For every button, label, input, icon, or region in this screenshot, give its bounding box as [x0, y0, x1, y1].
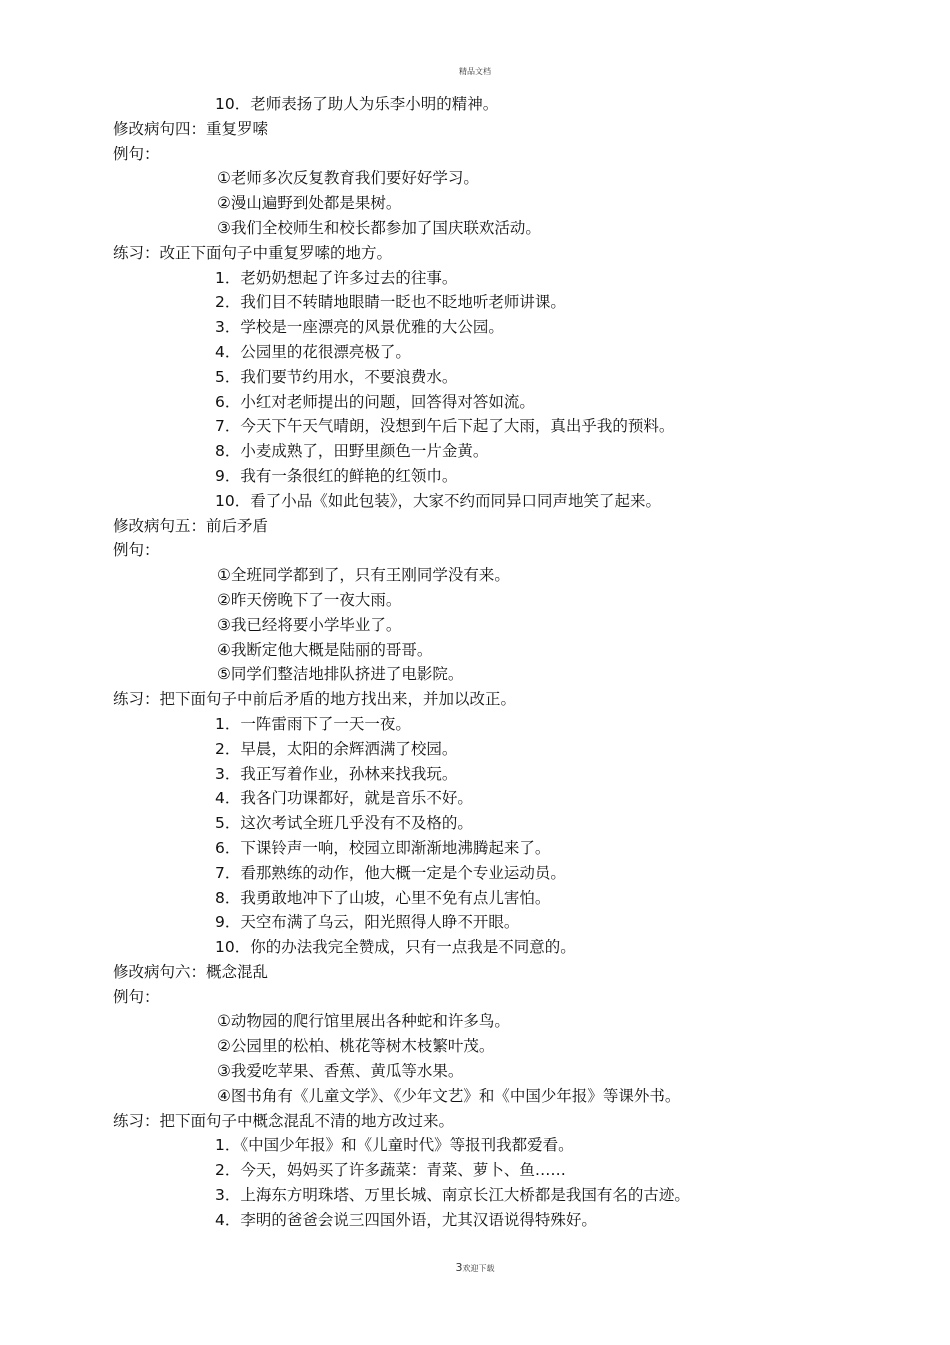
- page-footer: [0, 1261, 950, 1274]
- section-line: 例句：: [113, 144, 160, 163]
- page-number: 3: [455, 1261, 463, 1274]
- exercise-item: 9．我有一条很红的鲜艳的红领巾。: [215, 466, 458, 485]
- exercise-item: 3．我正写着作业，孙林来找我玩。: [215, 764, 458, 783]
- exercise-item: 2．今天，妈妈买了许多蔬菜：青菜、萝卜、鱼……: [215, 1161, 566, 1180]
- exercise-item: 9．天空布满了乌云，阳光照得人睁不开眼。: [215, 913, 520, 932]
- exercise-item: 7．今天下午天气晴朗，没想到午后下起了大雨，真出乎我的预料。: [215, 417, 675, 436]
- exercise-item: 6．下课铃声一响，校园立即渐渐地沸腾起来了。: [215, 838, 551, 857]
- exercise-item: 7．看那熟练的动作，他大概一定是个专业运动员。: [215, 863, 566, 882]
- example-item: ②昨天傍晚下了一夜大雨。: [217, 590, 402, 609]
- document-body: [0, 92, 950, 1233]
- exercise-item: 3．学校是一座漂亮的风景优雅的大公园。: [215, 318, 504, 337]
- section-line: 修改病句五：前后矛盾: [113, 516, 269, 535]
- section-line: 例句：: [113, 541, 160, 560]
- exercise-item: 8．我勇敢地冲下了山坡，心里不免有点儿害怕。: [215, 888, 551, 907]
- example-item: ③我们全校师生和校长都参加了国庆联欢活动。: [217, 218, 541, 237]
- exercise-item: 10．看了小品《如此包装》，大家不约而同异口同声地笑了起来。: [215, 491, 661, 510]
- section-line: 修改病句四：重复罗嗦: [113, 119, 269, 138]
- exercise-item: 4．我各门功课都好，就是音乐不好。: [215, 789, 473, 808]
- example-item: ①老师多次反复教育我们要好好学习。: [217, 169, 479, 188]
- example-item: ①全班同学都到了，只有王刚同学没有来。: [217, 566, 510, 585]
- example-item: ③我已经将要小学毕业了。: [217, 615, 402, 634]
- example-item: ②公园里的松柏、桃花等树木枝繁叶茂。: [217, 1037, 495, 1056]
- page-header: 精品文档: [459, 67, 491, 76]
- exercise-item: 8．小麦成熟了，田野里颜色一片金黄。: [215, 442, 489, 461]
- exercise-item: 2．我们目不转睛地眼睛一眨也不眨地听老师讲课。: [215, 293, 566, 312]
- exercise-item: 5．我们要节约用水，不要浪费水。: [215, 367, 458, 386]
- exercise-item: 2．早晨，太阳的余辉洒满了校园。: [215, 739, 458, 758]
- example-item: ①动物园的爬行馆里展出各种蛇和许多鸟。: [217, 1012, 510, 1031]
- exercise-item: 1．一阵雷雨下了一天一夜。: [215, 714, 411, 733]
- section-line: 练习：改正下面句子中重复罗嗦的地方。: [113, 243, 393, 262]
- exercise-item: 4．公园里的花很漂亮极了。: [215, 342, 411, 361]
- section-line: 练习：把下面句子中概念混乱不清的地方改过来。: [113, 1111, 455, 1130]
- exercise-item: 1．老奶奶想起了许多过去的往事。: [215, 268, 458, 287]
- example-item: ④图书角有《儿童文学》、《少年文艺》和《中国少年报》等课外书。: [217, 1086, 681, 1105]
- exercise-item: 4．李明的爸爸会说三四国外语，尤其汉语说得特殊好。: [215, 1210, 597, 1229]
- section-line: 例句：: [113, 987, 160, 1006]
- example-item: ②漫山遍野到处都是果树。: [217, 194, 402, 213]
- exercise-item: 5．这次考试全班几乎没有不及格的。: [215, 814, 473, 833]
- exercise-item: 3．上海东方明珠塔、万里长城、南京长江大桥都是我国有名的古迹。: [215, 1186, 690, 1205]
- example-item: ③我爱吃苹果、香蕉、黄瓜等水果。: [217, 1062, 464, 1081]
- footer-text: 欢迎下载: [462, 1264, 495, 1273]
- section-line: 练习：把下面句子中前后矛盾的地方找出来，并加以改正。: [113, 690, 517, 709]
- exercise-item: 10．老师表扬了助人为乐李小明的精神。: [215, 95, 499, 113]
- example-item: ④我断定他大概是陆丽的哥哥。: [217, 640, 433, 659]
- section-line: 修改病句六：概念混乱: [113, 962, 269, 981]
- exercise-item: 1．《中国少年报》和《儿童时代》等报刊我都爱看。: [215, 1136, 574, 1155]
- exercise-item: 6．小红对老师提出的问题，回答得对答如流。: [215, 392, 535, 411]
- exercise-item: 10．你的办法我完全赞成，只有一点我是不同意的。: [215, 938, 576, 957]
- example-item: ⑤同学们整洁地排队挤进了电影院。: [217, 665, 464, 684]
